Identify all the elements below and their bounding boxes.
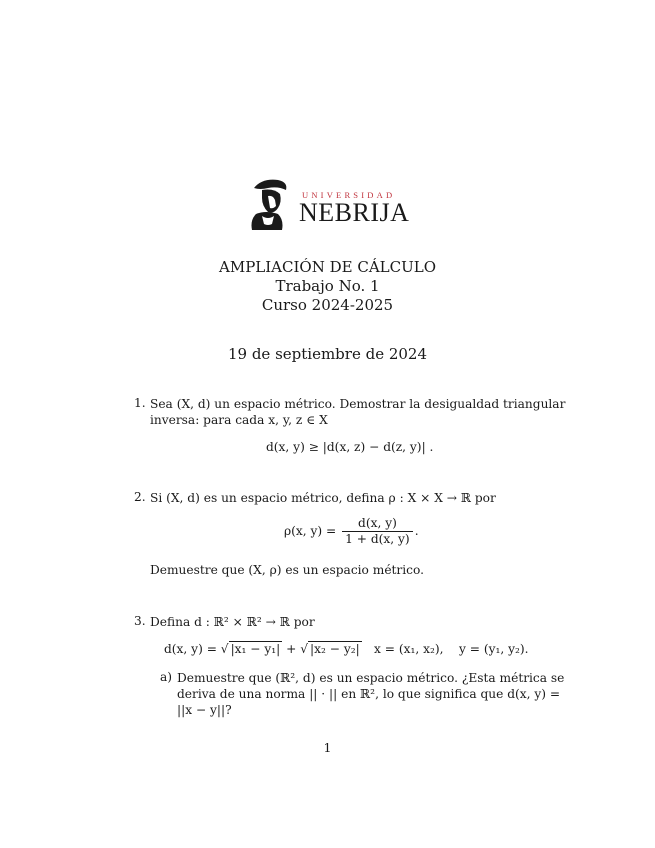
problem-2-line-2: Demuestre que (X, ρ) es un espacio métrico. (150, 563, 424, 577)
problem-1-text (150, 396, 565, 428)
problem-2-equation-lhs: ρ(x, y) = (284, 524, 337, 538)
problem-3-sqrt-1: √ |x₁ − y₁| (220, 642, 281, 656)
problem-3a-line-3: ||x − y||? (177, 703, 232, 717)
problem-3-sqrt-2: √ |x₂ − y₂| (300, 642, 360, 656)
problem-3-line-1: Defina d : ℝ² × ℝ² → ℝ por (150, 615, 315, 629)
logo-name-text: NEBRIJA (299, 198, 410, 227)
problem-2-fraction-numerator: d(x, y) (342, 516, 413, 532)
problem-1-number: 1. (134, 396, 146, 410)
problem-3a-line-1: Demuestre que (ℝ², d) es un espacio métrico. ¿Esta métrica se (177, 671, 565, 685)
problem-3-equation-lhs: d(x, y) = (164, 642, 217, 656)
problem-1-line-2: inversa: para cada x, y, z ∈ X (150, 413, 328, 427)
problem-3-plus: + (286, 642, 297, 656)
course-year: Curso 2024-2025 (261, 296, 394, 314)
logo-university-text: UNIVERSIDAD (302, 190, 396, 200)
problem-2-equation (284, 516, 419, 547)
problem-3-equation (164, 642, 362, 656)
problem-2-equation-end: . (414, 524, 419, 538)
university-logo (248, 176, 408, 232)
assignment-title: Trabajo No. 1 (275, 277, 380, 295)
problem-1-equation: d(x, y) ≥ |d(x, z) − d(z, y)| . (266, 440, 434, 454)
course-title: AMPLIACIÓN DE CÁLCULO (219, 258, 436, 276)
document-date: 19 de septiembre de 2024 (227, 345, 428, 363)
problem-2-line-1: Si (X, d) es un espacio métrico, defina ρ : X × X → ℝ por (150, 491, 496, 505)
problem-2-fraction-denominator: 1 + d(x, y) (345, 532, 410, 546)
problem-3-sqrt-2-radicand: |x₂ − y₂| (310, 642, 360, 656)
nebrija-portrait-icon (248, 176, 292, 232)
title-block (0, 258, 655, 315)
problem-3a-line-2: deriva de una norma || · || en ℝ², lo que significa que d(x, y) = (177, 687, 561, 701)
problem-3-equation-rhs: x = (x₁, x₂), y = (y₁, y₂). (374, 642, 529, 656)
problem-1-line-1: Sea (X, d) un espacio métrico. Demostrar la desigualdad triangular (150, 397, 566, 411)
problem-3a-label: a) (160, 670, 173, 684)
page-number: 1 (323, 740, 332, 755)
problem-3a-text (177, 670, 564, 718)
problem-3-sqrt-1-radicand: |x₁ − y₁| (230, 642, 281, 656)
problem-2-number: 2. (134, 490, 146, 504)
problem-3-number: 3. (134, 614, 146, 628)
problem-2-fraction (342, 516, 413, 547)
